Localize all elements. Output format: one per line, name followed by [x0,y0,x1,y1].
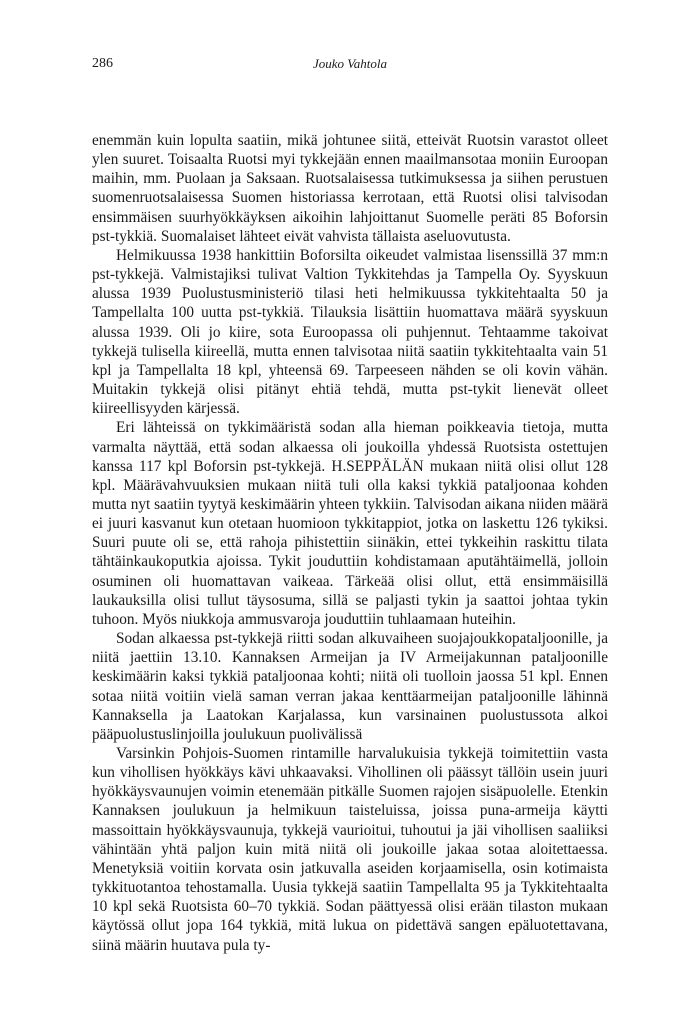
paragraph: enemmän kuin lopulta saatiin, mikä johtunee siitä, etteivät Ruotsin varastot olleet ylen suuret. Toisaalta Ruotsi myi tykkejään ennen maailmansotaa moniin Euroopan maihin, mm. Puolaan ja Saksaan. Ruotsalaisessa tutkimuksessa ja siihen perustuen suomenruotsalaisessa Suomen historiassa kerrotaan, että Ruotsi olisi talvisodan ensimmäisen suurhyökkäyksen aikoihin lahjoittanut Suomelle peräti 85 Boforsin pst-tykkiä. Suomalaiset lähteet eivät vahvista tällaista aseluovutusta. [92,132,608,245]
paragraph: Varsinkin Pohjois-Suomen rintamille harvalukuisia tykkejä toimitettiin vasta kun vihollisen hyökkäys kävi uhkaavaksi. Vihollinen oli päässyt tällöin usein juuri hyökkäysvaunujen voimin etenemään pitkälle Suomen rajojen sisäpuolelle. Etenkin Kannaksen joulukuun ja helmikuun taisteluissa, joissa puna-armeija käytti massoittain hyökkäysvaunuja, tykkejä vaurioitui, tuhoutui ja jäi vihollisen saaliiksi vähintään yhtä paljon kuin mitä niitä oli joukoille jakaa sotaa aloitettaessa. Menetyksiä voitiin korvata osin jatkuvalla aseiden korjaamisella, osin kotimaista tykkituotantoa tehostamalla. Uusia tykkejä saatiin Tampellalta 95 ja Tykkitehtaalta 10 kpl sekä Ruotsista 60–70 tykkiä. Sodan päättyessä olisi erään tilaston mukaan käytössä ollut jopa 164 tykkiä, mitä lukua on pidettävä sangen epäluotettavana, siinä määrin huutava pula ty- [92,745,608,954]
page-header [92,56,608,76]
paragraph: Sodan alkaessa pst-tykkejä riitti sodan alkuvaiheen suojajoukkopataljoonille, ja niitä jaettiin 13.10. Kannaksen Armeijan ja IV Armeijakunnan pataljoonille keskimäärin kaksi tykkiä pataljoonaa kohti; niitä oli tuolloin jaossa 51 kpl. Ennen sotaa niitä voitiin vielä saman verran jakaa kenttäarmeijan pataljoonille lähinnä Kannaksella ja Laatokan Karjalassa, kun varsinainen puolustussota alkoi pääpuolustuslinjoilla joulukuun puolivälissä [92,630,608,743]
paragraph: Helmikuussa 1938 hankittiin Boforsilta oikeudet valmistaa lisenssillä 37 mm:n pst-tykkejä. Valmistajiksi tulivat Valtion Tykkitehdas ja Tampella Oy. Syyskuun alussa 1939 Puolustusministeriö tilasi heti helmikuussa tykkitehtaalta 50 ja Tampellalta 100 uutta pst-tykkiä. Tilauksia lisättiin huomattava määrä syyskuun alussa 1939. Oli jo kiire, sota Euroopassa oli puhjennut. Tehtaamme takoivat tykkejä tulisella kiireellä, mutta ennen talvisotaa niitä saatiin tykkitehtaalta vain 51 kpl ja Tampellalta 18 kpl, yhteensä 69. Tarpeeseen nähden se oli kovin vähän. Muitakin tykkejä olisi pitänyt ehtiä tehdä, mutta pst-tykit lienevät olleet kiireellisyyden kärjessä. [92,246,608,418]
body-text [92,131,608,955]
page-number: 286 [92,56,113,71]
paragraph: Eri lähteissä on tykkimääristä sodan alla hieman poikkeavia tietoja, mutta varmalta näyttää, että sodan alkaessa oli joukoilla yhdessä Ruotsista ostettujen kanssa 117 kpl Boforsin pst-tykkejä. H.SEPPÄLÄN mukaan niitä olisi ollut 128 kpl. Määrävahvuuksien mukaan niitä tuli olla kaksi tykkiä pataljoonaa kohden mutta nyt saatiin tyytyä keskimäärin yhteen tykkiin. Talvisodan aikana niiden määrä ei juuri kasvanut kun otetaan huomioon tykkitappiot, jotka on laskettu 126 tykiksi. Suuri puute oli se, että rahoja pihistettiin siinäkin, ettei tykkeihin raskittu tilata tähtäinkaukoputkia ajoissa. Tykit jouduttiin kohdistamaan aputähtäimellä, jolloin osuminen oli huomattavan vaikeaa. Tärkeää olisi ollut, että ensimmäisillä laukauksilla olisi tullut täysosuma, sillä se paljasti tykin ja saattoi johtaa tykin tuhoon. Myös niukkoja ammusvaroja jouduttiin tuhlaamaan huteihin. [92,419,608,628]
running-head: Jouko Vahtola [312,56,387,71]
